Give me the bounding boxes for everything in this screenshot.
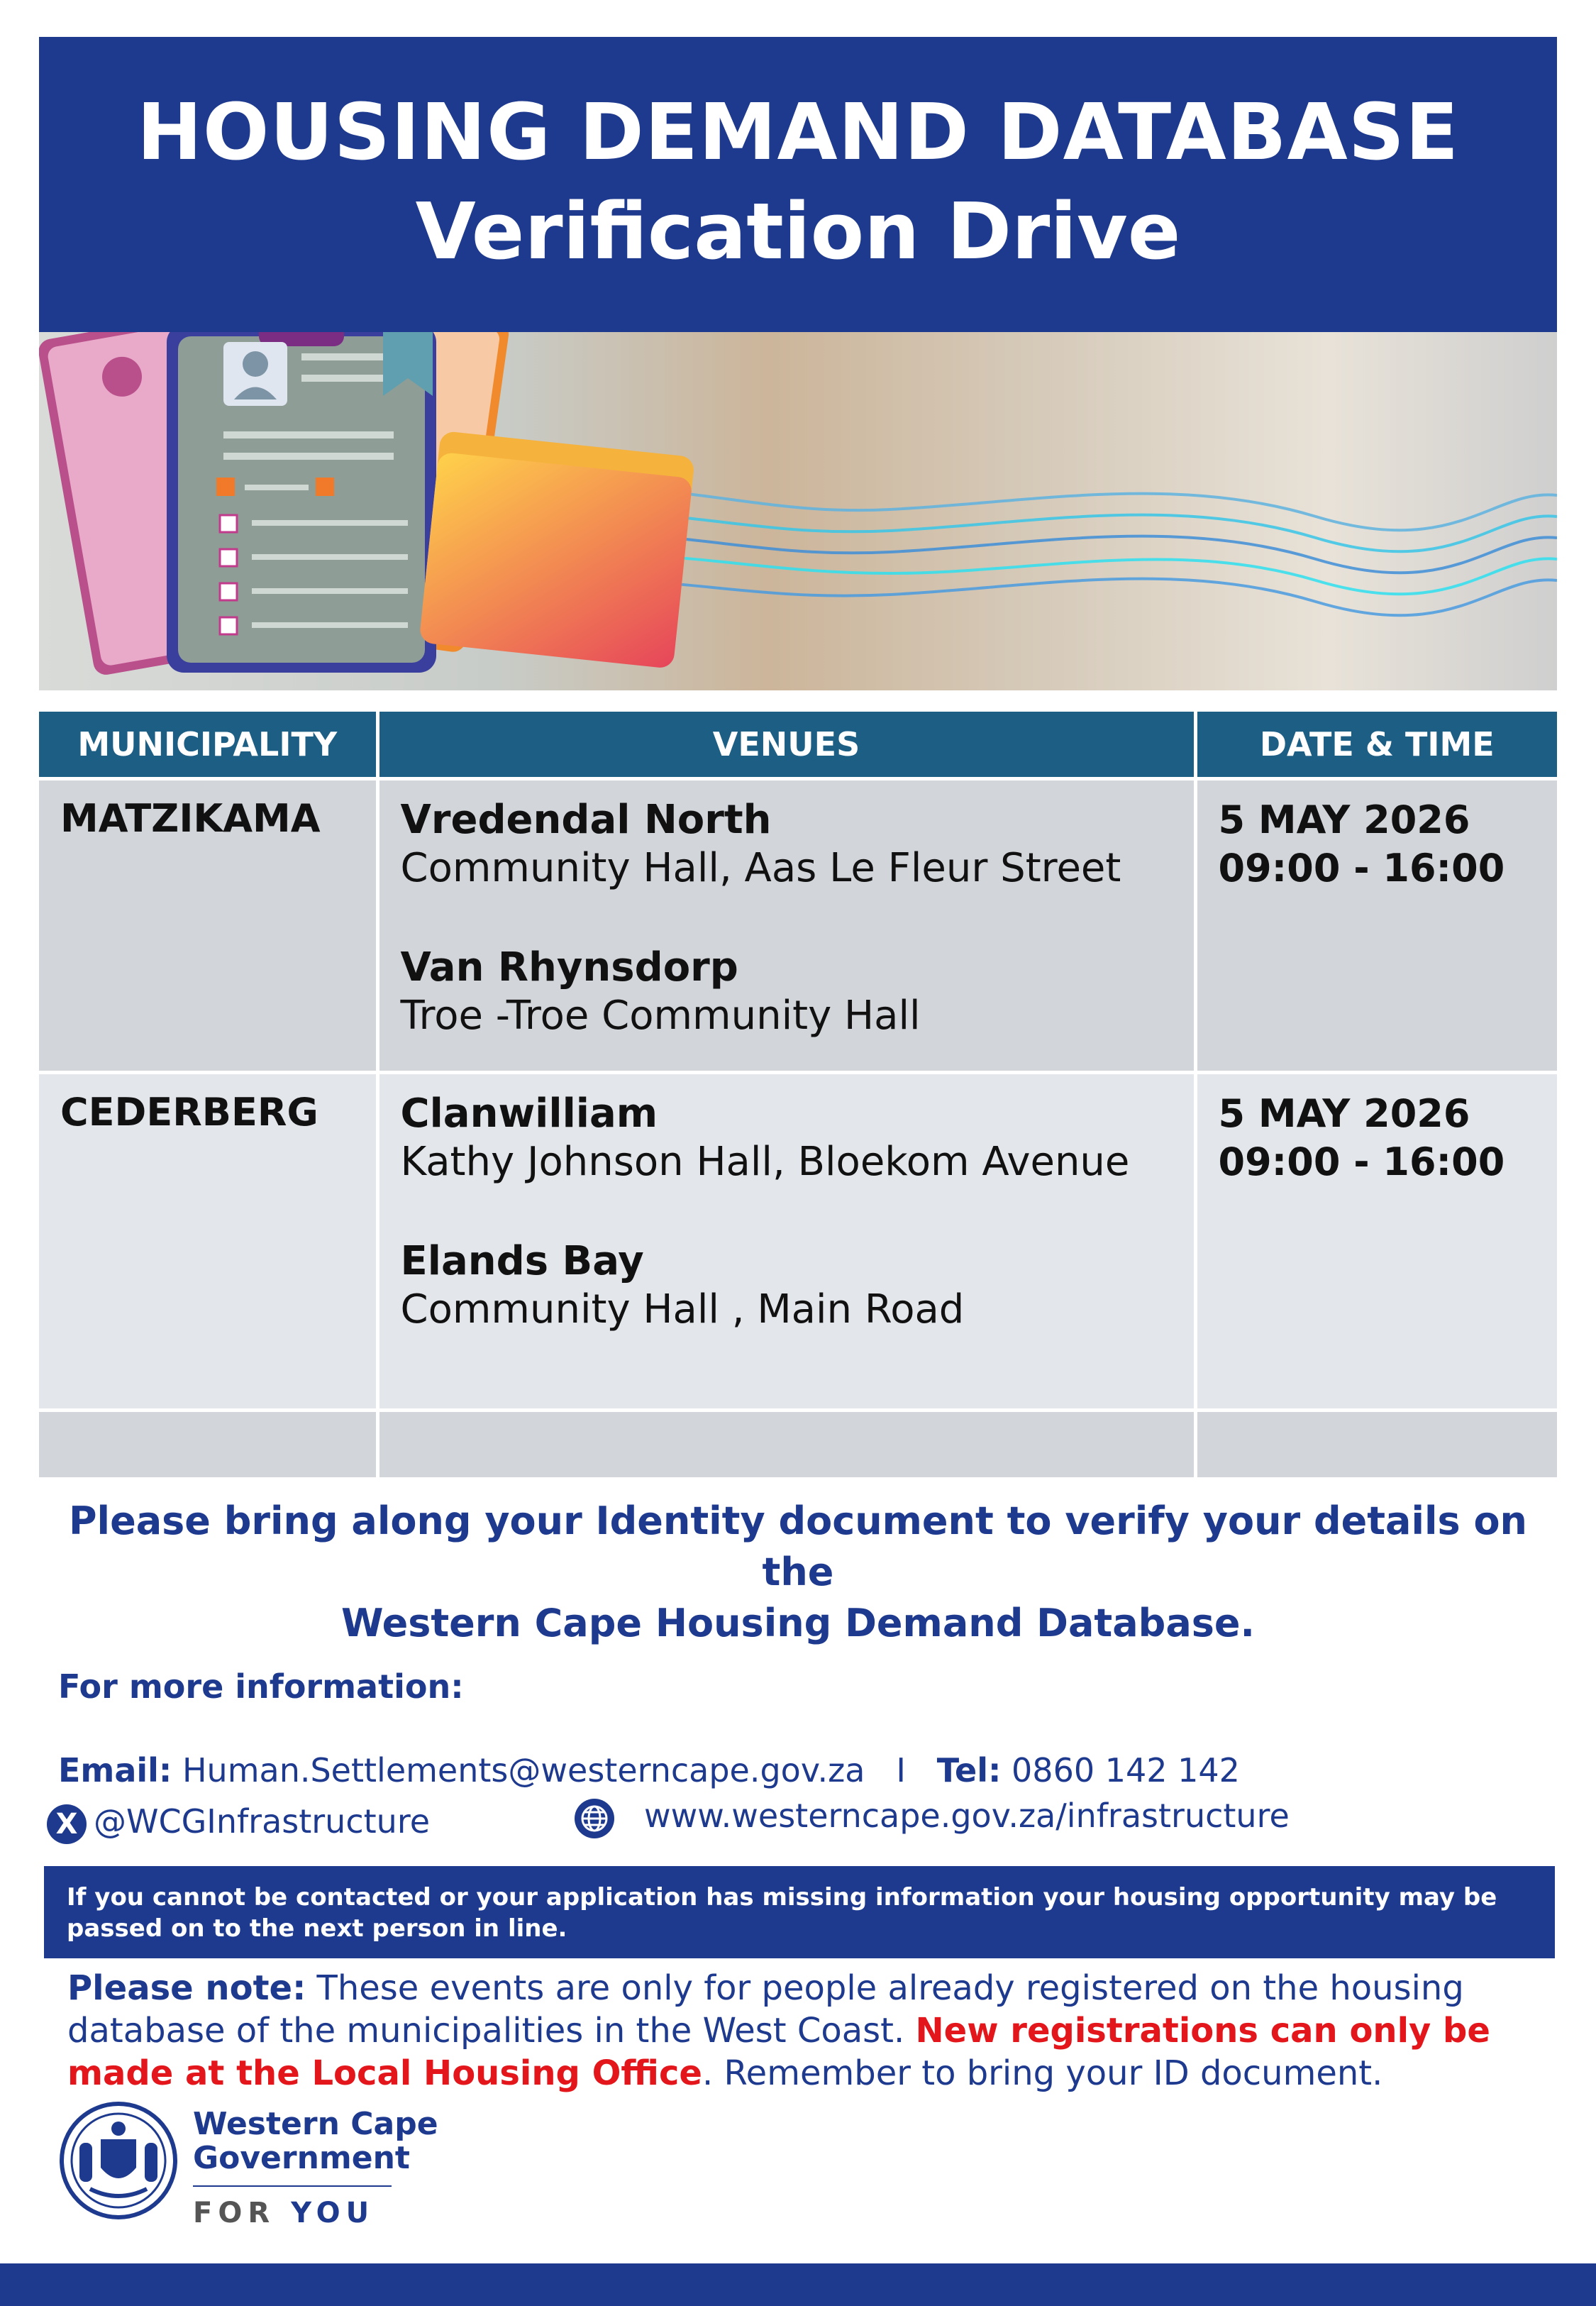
column-header-municipality: MUNICIPALITY	[39, 712, 377, 779]
logo-tag-you: YOU	[291, 2197, 375, 2229]
please-note-text: These events are only for people already registered on the housing database of the municipalities in the West Coast.	[67, 1968, 1464, 2051]
logo-line1: Western Cape	[193, 2106, 438, 2142]
missing-info-warning: If you cannot be contacted or your application has missing information your housing opportunity may be passed on to the next person in line.	[44, 1866, 1555, 1958]
event-date: 5 MAY 2026	[1218, 1091, 1470, 1136]
municipality-name: MATZIKAMA	[60, 796, 321, 841]
x-logo-icon: X	[47, 1804, 87, 1844]
venue-address: Kathy Johnson Hall, Bloekom Avenue	[400, 1139, 1130, 1185]
id-reminder-line2: Western Cape Housing Demand Database.	[340, 1601, 1256, 1645]
folder-icon	[419, 431, 694, 669]
venue-name: Elands Bay	[400, 1238, 644, 1284]
table-row	[39, 1073, 1557, 1411]
clipboard-icon	[167, 332, 436, 673]
table-row	[39, 779, 1557, 1073]
please-note-label: Please note:	[67, 1968, 306, 2008]
globe-icon	[573, 1797, 616, 1840]
website-link[interactable]: www.westerncape.gov.za/infrastructure	[644, 1797, 1290, 1835]
email-link[interactable]: Human.Settlements@westerncape.gov.za	[182, 1751, 865, 1789]
hero-illustration	[39, 332, 1557, 690]
registration-highlight: New registrations can only be made at the Local Housing Office	[67, 2011, 1490, 2093]
venues-cell	[377, 1073, 1195, 1411]
more-info-heading: For more information:	[58, 1667, 464, 1706]
id-reminder	[39, 1496, 1557, 1649]
date-time-cell	[1195, 779, 1557, 1073]
event-time: 09:00 - 16:00	[1218, 1140, 1505, 1184]
website-row[interactable]	[573, 1797, 1290, 1840]
table-row-empty	[39, 1411, 1557, 1479]
wcg-logo	[58, 2100, 438, 2229]
please-note-text-end: . Remember to bring your ID document.	[702, 2053, 1383, 2093]
column-header-venues: VENUES	[377, 712, 1195, 779]
event-time: 09:00 - 16:00	[1218, 846, 1505, 890]
please-note	[67, 1967, 1557, 2095]
x-handle[interactable]: @WCGInfrastructure	[94, 1802, 431, 1841]
venue-name: Vredendal North	[400, 797, 772, 843]
venues-cell	[377, 779, 1195, 1073]
id-reminder-line1: Please bring along your Identity document to verify your details on the	[68, 1499, 1527, 1594]
logo-tag-for: FOR	[193, 2197, 276, 2229]
empty-cell	[1195, 1411, 1557, 1479]
municipality-cell	[39, 779, 377, 1073]
municipality-name: CEDERBERG	[60, 1090, 318, 1135]
empty-cell	[39, 1411, 377, 1479]
email-label: Email:	[58, 1751, 172, 1789]
venues-table	[39, 712, 1557, 1481]
venue-address: Troe -Troe Community Hall	[400, 993, 921, 1039]
municipality-cell	[39, 1073, 377, 1411]
x-handle-row[interactable]	[47, 1802, 430, 1844]
documents-illustration	[39, 332, 1557, 690]
coat-of-arms-icon	[58, 2100, 179, 2221]
venue-name: Van Rhynsdorp	[400, 944, 738, 991]
venue-address: Community Hall , Main Road	[400, 1286, 965, 1333]
tel-label: Tel:	[936, 1751, 1002, 1789]
logo-line2: Government	[193, 2140, 410, 2176]
event-date: 5 MAY 2026	[1218, 798, 1470, 842]
logo-tagline	[193, 2185, 392, 2229]
tel-link[interactable]: 0860 142 142	[1012, 1751, 1240, 1789]
table-header-row	[39, 712, 1557, 779]
header-banner	[39, 37, 1557, 332]
footer-bar	[0, 2263, 1596, 2306]
page-title: HOUSING DEMAND DATABASE	[136, 87, 1460, 177]
contact-line	[58, 1751, 1240, 1789]
date-time-cell	[1195, 1073, 1557, 1411]
venue-address: Community Hall, Aas Le Fleur Street	[400, 845, 1121, 891]
separator: I	[896, 1751, 906, 1789]
column-header-date-time: DATE & TIME	[1195, 712, 1557, 779]
empty-cell	[377, 1411, 1195, 1479]
venue-name: Clanwilliam	[400, 1091, 658, 1137]
page-subtitle: Verification Drive	[415, 186, 1181, 277]
